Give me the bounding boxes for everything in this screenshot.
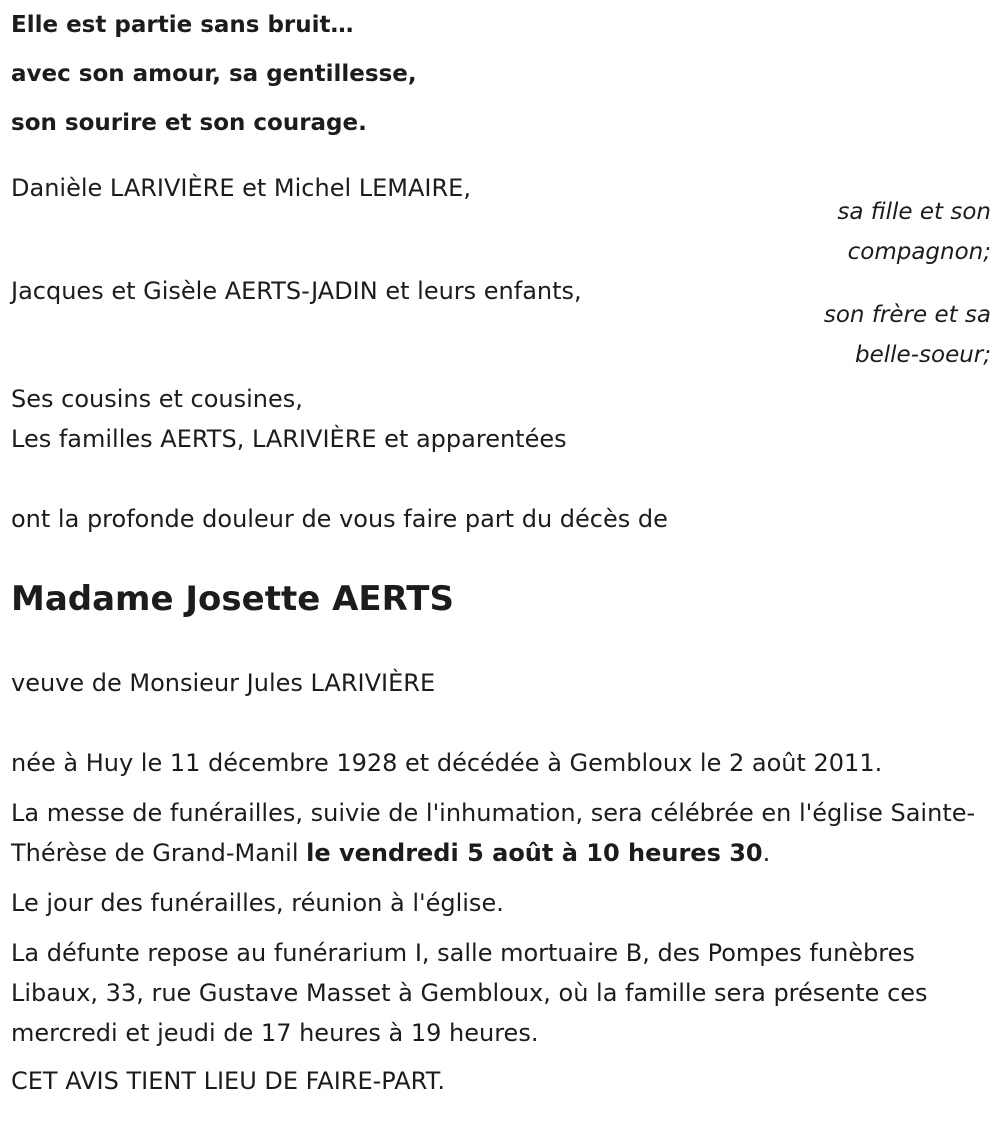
widow-of-line: veuve de Monsieur Jules LARIVIÈRE xyxy=(11,669,436,697)
announcement-line: ont la profonde douleur de vous faire part du décès de xyxy=(11,505,668,533)
meeting-line: Le jour des funérailles, réunion à l'église. xyxy=(11,889,504,917)
cousins-line: Ses cousins et cousines, xyxy=(11,385,303,413)
epitaph-line: avec son amour, sa gentillesse, xyxy=(11,61,417,87)
family-entry xyxy=(11,277,991,390)
repose-paragraph: La défunte repose au funérarium I, salle mortuaire B, des Pompes funèbres Libaux, 33, rue Gustave Masset à Gembloux, où la famille sera présente ces mercredi et jeudi de 17 heures à 19 heures. xyxy=(11,939,928,1047)
notice-line: CET AVIS TIENT LIEU DE FAIRE-PART. xyxy=(11,1067,446,1095)
family-names: Jacques et Gisèle AERTS-JADIN et leurs enfants, xyxy=(11,277,582,305)
cousins-block xyxy=(11,379,991,459)
deceased-name: Madame Josette AERTS xyxy=(11,579,454,619)
related-families-line: Les familles AERTS, LARIVIÈRE et apparentées xyxy=(11,425,567,453)
birth-death-line: née à Huy le 11 décembre 1928 et décédée à Gembloux le 2 août 2011. xyxy=(11,749,883,777)
epitaph xyxy=(11,0,991,148)
epitaph-line: Elle est partie sans bruit… xyxy=(11,12,354,38)
funeral-mass-paragraph: La messe de funérailles, suivie de l'inhumation, sera célébrée en l'église Sainte-Thérèse de Grand-Manil le vendredi 5 août à 10 heures 30. xyxy=(11,799,976,867)
funeral-datetime: le vendredi 5 août à 10 heures 30 xyxy=(306,839,763,867)
family-names: Danièle LARIVIÈRE et Michel LEMAIRE, xyxy=(11,174,471,202)
epitaph-line: son sourire et son courage. xyxy=(11,110,367,136)
family-relation: sa fille et son compagnon; xyxy=(837,199,991,265)
obituary-notice xyxy=(11,0,991,1101)
family-relation: son frère et sa belle-soeur; xyxy=(823,302,991,368)
